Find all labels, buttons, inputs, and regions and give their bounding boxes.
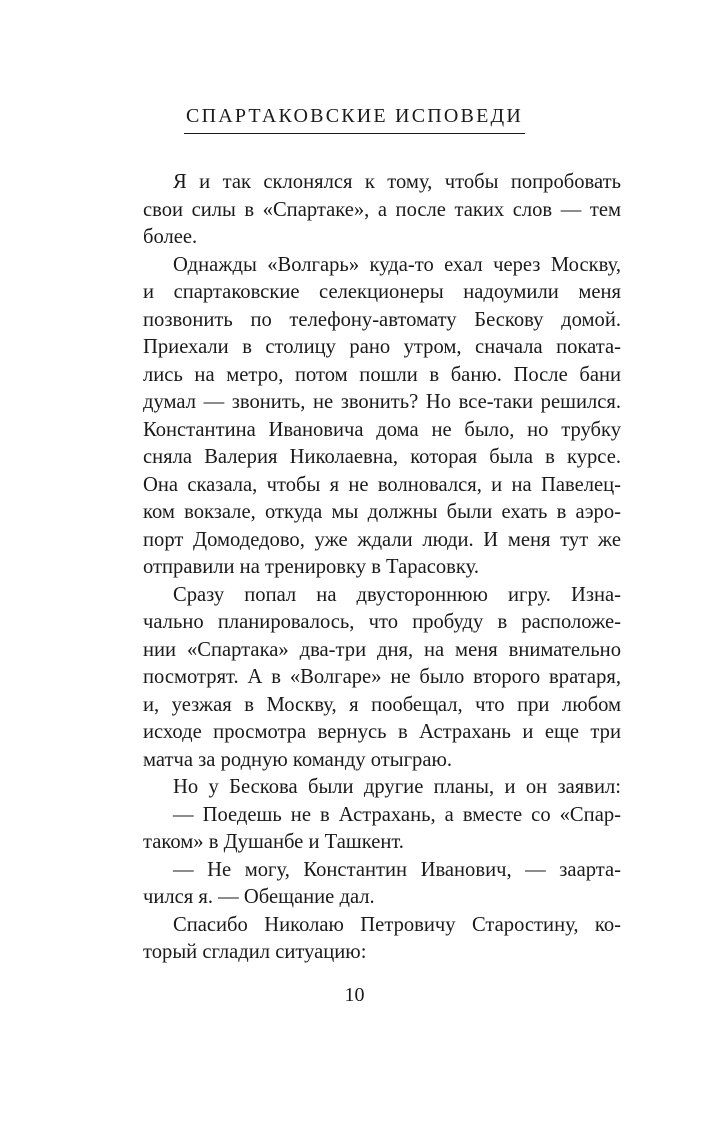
text-line: торый сгладил ситуацию: (143, 941, 367, 963)
text-line: Приехали в столицу рано утром, сначала поката- (143, 336, 621, 358)
text-line: ком вокзале, откуда мы должны были ехать в аэро- (143, 501, 621, 523)
text-line: посмотрят. А в «Волгаре» не было второго вратаря, (143, 666, 621, 688)
text-line: Я и так склонялся к тому, чтобы попробовать (173, 171, 621, 193)
text-line: Спасибо Николаю Петровичу Старостину, ко- (173, 913, 621, 936)
text-line: свои силы в «Спартаке», а после таких слов — тем (143, 198, 621, 221)
running-header-title: СПАРТАКОВСКИЕ ИСПОВЕДИ (184, 103, 525, 134)
text-line: матча за родную команду отыграю. (143, 748, 453, 771)
text-line: Однажды «Волгарь» куда-то ехал через Москву, (173, 253, 621, 276)
text-line: и, уезжая в Москву, я пообещал, что при любом (143, 693, 621, 716)
running-header (0, 103, 709, 134)
body-text (143, 169, 621, 967)
text-line: нии «Спартака» два-три дня, на меня внимательно (143, 638, 621, 661)
text-line: — Не могу, Константин Иванович, — заарта- (173, 858, 621, 881)
text-line: позвонить по телефону-автомату Бескову домой. (143, 308, 621, 331)
text-line: чился я. — Обещание дал. (143, 886, 375, 908)
text-line: более. (143, 226, 198, 248)
text-line: чально планировалось, что пробуду в расположе- (143, 611, 621, 633)
text-line: таком» в Душанбе и Ташкент. (143, 831, 404, 853)
text-line: Сразу попал на двустороннюю игру. Изна- (173, 583, 621, 606)
text-line: сняла Валерия Николаевна, которая была в курсе. (143, 446, 621, 468)
text-line: Но у Бескова были другие планы, и он заявил: (173, 776, 621, 798)
text-line: лись на метро, потом пошли в баню. После бани (143, 363, 621, 386)
text-line: исходе просмотра вернусь в Астрахань и еще три (143, 721, 621, 743)
text-line: Она сказала, чтобы я не волновался, и на Павелец- (143, 473, 621, 496)
text-line: и спартаковские селекционеры надоумили меня (143, 281, 621, 303)
text-line: порт Домодедово, уже ждали люди. И меня тут же (143, 528, 621, 551)
text-line: отправили на тренировку в Тарасовку. (143, 556, 479, 578)
text-line: думал — звонить, не звонить? Но все-таки решился. (143, 391, 621, 413)
page-number: 10 (344, 984, 365, 1006)
text-line: — Поедешь не в Астрахань, а вместе со «Спар- (173, 803, 621, 826)
text-line: Константина Ивановича дома не было, но трубку (143, 418, 621, 441)
